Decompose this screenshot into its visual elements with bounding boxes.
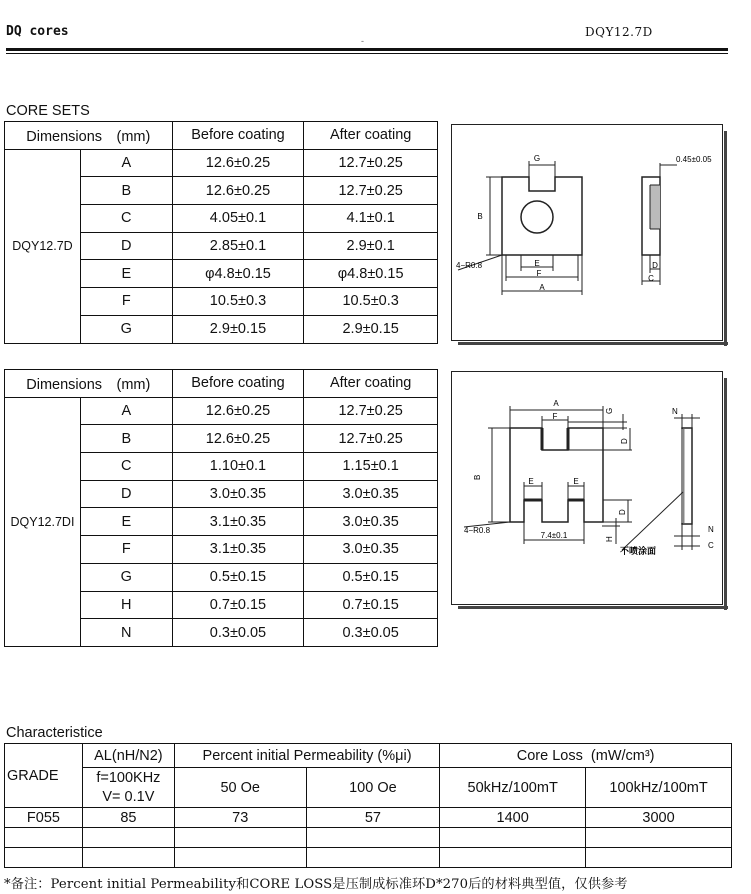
after-cell: 2.9±0.1 [304,232,438,260]
fig2-label-n-top: N [672,407,678,416]
footnote: *备注：Percent initial Permeability和CORE LOSS是压制成标准环D*270后的材料典型值，仅供参考 [4,877,628,892]
empty-cell [5,848,83,868]
after-cell: 12.7±0.25 [304,425,438,453]
col-dimensions: Dimensions (mm) [5,370,173,398]
fig2-label-b: B [473,474,482,480]
fig1-label-g: G [533,154,541,163]
dim-cell: A [80,149,172,177]
after-cell: 3.0±0.35 [304,480,438,508]
fig2-label-c: C [708,541,714,550]
characteristics-caption: Characteristice [6,725,103,741]
fig1-label-b: B [477,212,483,221]
after-cell: 3.0±0.35 [304,536,438,564]
before-cell: 0.3±0.05 [172,619,304,647]
fig2-label-f: F [552,412,558,421]
after-cell: 12.7±0.25 [304,397,438,425]
fig2-label-no-coat: 不喷涂面 [620,546,657,556]
dim-cell: E [80,508,172,536]
model-label: DQY12.7DI [5,397,81,646]
fig1-label-d: D [652,261,658,270]
after-cell: 1.15±0.1 [304,453,438,481]
after-cell: 4.1±0.1 [304,205,438,233]
empty-cell [440,828,586,848]
before-cell: 2.9±0.15 [172,315,304,343]
dim-cell: B [80,177,172,205]
dim-cell: D [80,480,172,508]
core-sets-caption: CORE SETS [6,103,90,119]
col-dimensions: Dimensions (mm) [5,122,173,150]
table-row [5,808,732,828]
al-cell: 85 [82,808,174,828]
after-cell: 12.7±0.25 [304,177,438,205]
before-cell: 3.0±0.35 [172,480,304,508]
before-cell: 3.1±0.35 [172,536,304,564]
fig1-label-radius: 4−R0.8 [456,261,483,270]
fig1-label-c: C [648,274,654,283]
core-loss-label: Core Loss [516,747,583,764]
al-condition-voltage: V= 0.1V [102,788,155,805]
loss-100k-cell: 3000 [586,808,732,828]
dim-cell: B [80,425,172,453]
empty-cell [440,848,586,868]
core-drawing-2-svg [452,372,722,604]
fig1-label-e: E [534,259,540,268]
perm-50-header: 50 Oe [174,768,306,808]
after-cell: 12.7±0.25 [304,149,438,177]
dim-cell: D [80,232,172,260]
after-cell: 2.9±0.15 [304,315,438,343]
before-cell: 12.6±0.25 [172,397,304,425]
fig2-label-e-left: E [528,477,534,486]
empty-cell [306,848,440,868]
before-cell: 2.85±0.1 [172,232,304,260]
header-center-mark: - [361,36,364,46]
dim-cell: G [80,563,172,591]
after-cell: 0.5±0.15 [304,563,438,591]
model-label: DQY12.7D [5,149,81,343]
empty-cell [586,828,732,848]
fig2-label-n-bottom: N [708,525,714,534]
table-subheader-row [5,768,732,808]
before-cell: 1.10±0.1 [172,453,304,481]
dim-cell: C [80,453,172,481]
dim-cell: N [80,619,172,647]
fig2-label-h: H [605,536,614,542]
after-cell: φ4.8±0.15 [304,260,438,288]
header-title: DQ cores [6,24,69,39]
header-rule-thin [6,53,728,54]
before-cell: φ4.8±0.15 [172,260,304,288]
before-cell: 10.5±0.3 [172,288,304,316]
al-condition-frequency: f=100KHz [96,769,161,786]
table-row-empty [5,848,732,868]
fig2-label-radius: 4−R0.8 [464,526,491,535]
fig2-label-g: G [605,407,614,414]
table-header-row [5,370,438,398]
before-cell: 0.5±0.15 [172,563,304,591]
table-row-empty [5,828,732,848]
header-rule-thick [6,48,728,51]
al-condition [82,768,174,808]
empty-cell [586,848,732,868]
col-before-coating: Before coating [172,370,304,398]
dim-cell: A [80,397,172,425]
empty-cell [82,848,174,868]
core-drawing-2 [451,371,723,605]
col-after-coating: After coating [304,122,438,150]
after-cell: 10.5±0.3 [304,288,438,316]
grade-cell: F055 [5,808,83,828]
core-drawing-1-svg [452,125,722,340]
perm-100-cell: 57 [306,808,440,828]
dim-cell: F [80,536,172,564]
dim-cell: F [80,288,172,316]
core-sets-table-1 [4,121,438,344]
empty-cell [5,828,83,848]
perm-100-header: 100 Oe [306,768,440,808]
before-cell: 4.05±0.1 [172,205,304,233]
dim-cell: G [80,315,172,343]
core-loss-unit: (mW/cm³) [590,747,655,764]
header-part-number: DQY12.7D [585,25,653,39]
loss-50k-cell: 1400 [440,808,586,828]
empty-cell [82,828,174,848]
dim-cell: E [80,260,172,288]
before-cell: 12.6±0.25 [172,149,304,177]
fig2-label-d-top: D [620,438,629,444]
empty-cell [174,848,306,868]
before-cell: 12.6±0.25 [172,425,304,453]
permeability-header: Percent initial Permeability (%μi) [174,744,439,768]
al-header: AL(nH/N2) [82,744,174,768]
fig2-label-d-bottom: D [618,509,627,515]
after-cell: 0.7±0.15 [304,591,438,619]
core-loss-header [440,744,732,768]
table-row [5,149,438,177]
fig1-label-f: F [536,269,542,278]
empty-cell [306,828,440,848]
before-cell: 12.6±0.25 [172,177,304,205]
characteristics-table [4,743,732,868]
fig1-label-thickness: 0.45±0.05 [676,155,712,164]
col-after-coating: After coating [304,370,438,398]
table-header-row [5,122,438,150]
core-drawing-1 [451,124,723,341]
table-row [5,397,438,425]
after-cell: 0.3±0.05 [304,619,438,647]
table-header-row [5,744,732,768]
dim-cell: H [80,591,172,619]
grade-header: GRADE [5,744,83,808]
empty-cell [174,828,306,848]
loss-100k-header: 100kHz/100mT [586,768,732,808]
before-cell: 0.7±0.15 [172,591,304,619]
col-before-coating: Before coating [172,122,304,150]
loss-50k-header: 50kHz/100mT [440,768,586,808]
fig1-label-a: A [539,283,545,292]
core-sets-table-2 [4,369,438,647]
perm-50-cell: 73 [174,808,306,828]
before-cell: 3.1±0.35 [172,508,304,536]
after-cell: 3.0±0.35 [304,508,438,536]
dim-cell: C [80,205,172,233]
fig2-label-gap: 7.4±0.1 [540,531,568,540]
fig2-label-a: A [553,399,559,408]
fig2-label-e-right: E [573,477,579,486]
